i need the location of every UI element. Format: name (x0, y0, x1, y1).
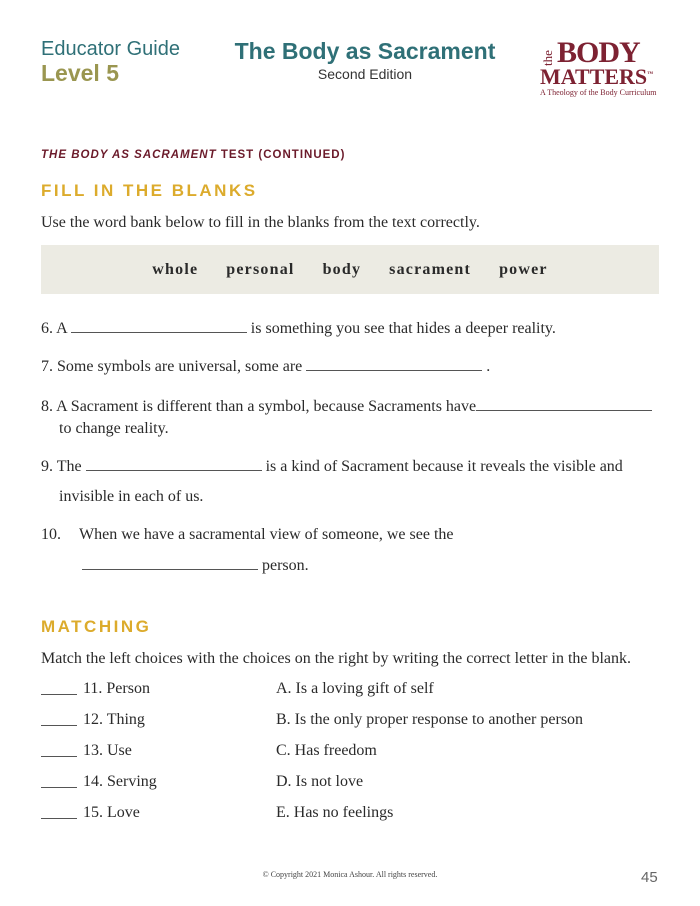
edition-subtitle: Second Edition (317, 66, 413, 82)
page-number: 45 (641, 869, 658, 886)
answer-blank[interactable] (41, 756, 77, 757)
guide-label: Educator Guide (41, 38, 180, 60)
page-title: The Body as Sacrament (234, 38, 496, 64)
matching-row: 12. Thing B. Is the only proper response to another person (41, 711, 661, 741)
answer-blank[interactable] (82, 555, 258, 570)
answer-blank[interactable] (41, 787, 77, 788)
answer-blank[interactable] (41, 725, 77, 726)
logo-matters: MATTERS™ (540, 64, 654, 89)
fill-instructions: Use the word bank below to fill in the blanks from the text correctly. (41, 214, 480, 231)
word: personal (226, 260, 295, 278)
matching-row: 13. Use C. Has freedom (41, 742, 661, 772)
logo-body: BODY (557, 36, 640, 69)
answer-blank[interactable] (476, 396, 652, 411)
answer-blank[interactable] (71, 318, 247, 333)
question-8-cont: to change reality. (59, 420, 169, 437)
word-bank (41, 245, 659, 294)
matching-instructions: Match the left choices with the choices on the right by writing the correct letter in the blank. (41, 650, 632, 667)
logo-the: the (540, 50, 555, 66)
question-10: 10. When we have a sacramental view of someone, we see the (41, 526, 454, 543)
question-6: 6. A is something you see that hides a deeper reality. (41, 320, 556, 337)
word: power (499, 260, 548, 278)
question-9-cont: invisible in each of us. (59, 488, 204, 505)
question-10-cont: person. (82, 551, 309, 581)
question-7: 7. Some symbols are universal, some are . (41, 358, 491, 375)
word: body (322, 260, 362, 278)
level-label: Level 5 (41, 60, 119, 86)
word: sacrament (389, 260, 472, 278)
matching-row: 14. Serving D. Is not love (41, 773, 661, 803)
copyright: © Copyright 2021 Monica Ashour. All rights reserved. (262, 870, 438, 879)
answer-blank[interactable] (41, 694, 77, 695)
matching-heading: MATCHING (41, 617, 152, 636)
question-8: 8. A Sacrament is different than a symbol, because Sacraments have (41, 392, 652, 422)
section-heading: THE BODY AS SACRAMENT TEST (CONTINUED) (41, 149, 346, 161)
matching-row: 11. Person A. Is a loving gift of self (41, 680, 661, 710)
fill-heading: FILL IN THE BLANKS (41, 181, 258, 200)
answer-blank[interactable] (306, 356, 482, 371)
matching-row: 15. Love E. Has no feelings (41, 804, 661, 834)
logo-tagline: A Theology of the Body Curriculum (540, 88, 657, 97)
answer-blank[interactable] (86, 456, 262, 471)
word: whole (152, 260, 199, 278)
answer-blank[interactable] (41, 818, 77, 819)
question-9: 9. The is a kind of Sacrament because it reveals the visible and (41, 458, 623, 475)
